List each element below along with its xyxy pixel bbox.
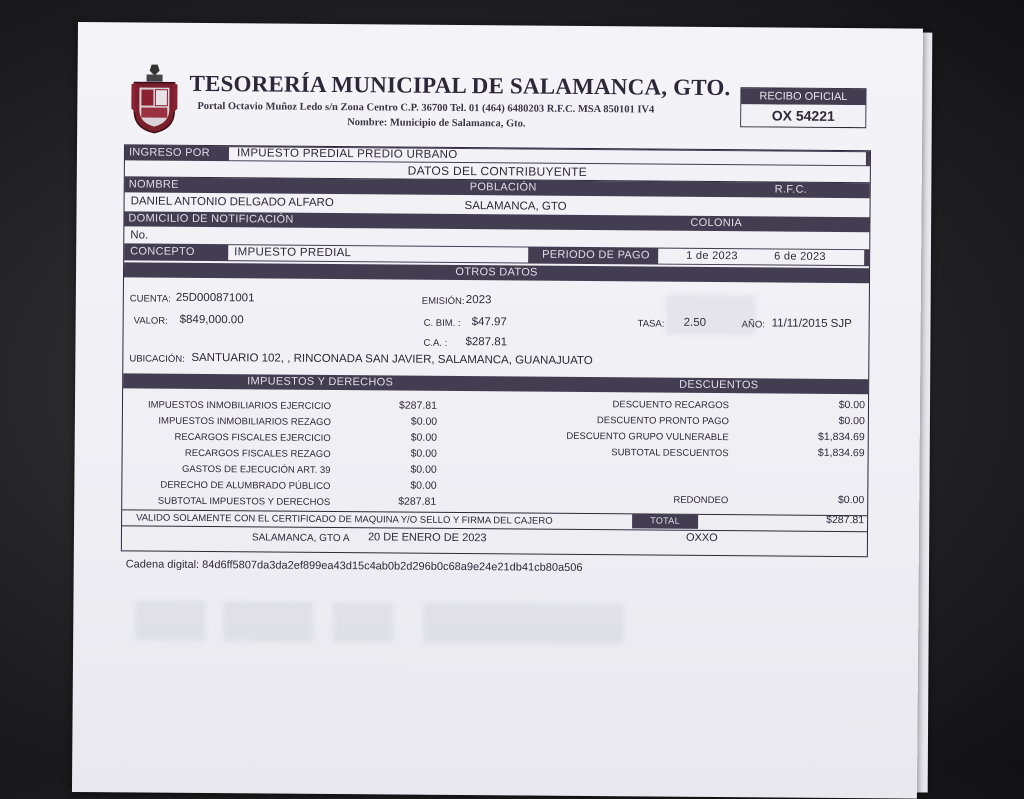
validity-note: VALIDO SOLAMENTE CON EL CERTIFICADO DE MAQUINA Y/O SELLO Y FIRMA DEL CAJERO xyxy=(136,512,553,527)
cashier-name: OXXO xyxy=(685,531,718,545)
descuento-row-amount: $0.00 xyxy=(838,414,865,428)
municipality-name: Nombre: Municipio de Salamanca, Gto. xyxy=(347,117,526,130)
descuento-row-label: DESCUENTO GRUPO VULNERABLE xyxy=(566,430,729,444)
concepto-value: IMPUESTO PREDIAL xyxy=(228,245,528,262)
domicilio-label: DOMICILIO DE NOTIFICACIÓN xyxy=(128,212,294,226)
place-label: SALAMANCA, GTO A xyxy=(251,532,350,545)
impuesto-row-amount: $0.00 xyxy=(410,463,437,476)
descuento-row-label: DESCUENTO PRONTO PAGO xyxy=(596,415,729,428)
contribuyente-heading: DATOS DEL CONTRIBUYENTE xyxy=(407,163,588,180)
descuento-row-amount: $1,834.69 xyxy=(817,430,865,444)
impuesto-row-amount: $0.00 xyxy=(410,447,437,460)
impuesto-row-label: IMPUESTOS INMOBILIARIOS REZAGO xyxy=(158,415,331,428)
impuesto-row-amount: $0.00 xyxy=(410,431,438,444)
periodo-desde: 1 de 2023 xyxy=(686,249,738,263)
cuenta-value: 25D000871001 xyxy=(175,291,255,305)
domicilio-value: No. xyxy=(130,229,149,242)
redondeo-amount: $0.00 xyxy=(837,493,865,507)
contribuyente-nombre: DANIEL ANTONIO DELGADO ALFARO xyxy=(130,195,334,210)
issue-date: 20 DE ENERO DE 2023 xyxy=(367,531,487,545)
valor-value: $849,000.00 xyxy=(179,313,244,327)
descuento-row-label: DESCUENTO RECARGOS xyxy=(612,399,730,412)
periodo-label: PERIODO DE PAGO xyxy=(542,248,650,262)
concepto-label: CONCEPTO xyxy=(130,245,195,258)
anio-value: 11/11/2015 SJP xyxy=(771,317,852,331)
domicilio-labels xyxy=(124,211,869,232)
cuenta-label: CUENTA: xyxy=(129,293,171,305)
impuesto-row-label: RECARGOS FISCALES REZAGO xyxy=(184,447,331,460)
emision-label: EMISIÓN: xyxy=(421,295,465,308)
descuento-row-amount: $0.00 xyxy=(838,398,866,412)
impuestos-heading: IMPUESTOS Y DERECHOS xyxy=(247,375,394,389)
impuesto-row-label: IMPUESTOS INMOBILIARIOS EJERCICIO xyxy=(147,399,332,412)
total-label-bar xyxy=(632,514,698,529)
valor-label: VALOR: xyxy=(133,315,168,327)
tasa-value: 2.50 xyxy=(683,316,707,329)
descuento-subtotal-label: SUBTOTAL DESCUENTOS xyxy=(611,447,729,460)
descuentos-heading: DESCUENTOS xyxy=(679,378,759,392)
official-receipt-box xyxy=(740,87,866,128)
ca-value: $287.81 xyxy=(465,336,508,349)
poblacion-label: POBLACIÓN xyxy=(469,181,537,194)
descuento-subtotal-amount: $1,834.69 xyxy=(817,446,865,460)
redondeo-label: REDONDEO xyxy=(673,494,729,507)
impuesto-subtotal-label: SUBTOTAL IMPUESTOS Y DERECHOS xyxy=(157,495,331,508)
office-address: Portal Octavio Muñoz Ledo s/n Zona Centro C.P. 36700 Tel. 01 (464) 6480203 R.F.C. MSA 850101 IV4 xyxy=(197,100,655,116)
impuestos-descuentos-heading-bar xyxy=(123,373,868,394)
municipal-coat-of-arms-icon xyxy=(129,62,180,134)
otros-datos-heading-bar xyxy=(124,262,869,283)
contribuyente-poblacion: SALAMANCA, GTO xyxy=(464,200,567,213)
total-amount: $287.81 xyxy=(826,513,865,527)
emision-value: 2023 xyxy=(465,294,492,307)
impuesto-subtotal-amount: $287.81 xyxy=(398,495,437,508)
impuesto-row-amount: $0.00 xyxy=(410,415,438,428)
ingreso-label: INGRESO POR xyxy=(128,146,210,160)
nombre-label: NOMBRE xyxy=(128,178,179,191)
ingreso-value: IMPUESTO PREDIAL PREDIO URBANO xyxy=(229,147,866,165)
digital-chain: Cadena digital: 84d6ff5807da3da2ef899ea43d15c4ab0b2d296b0c68a9e24e21db41cb80a506 xyxy=(125,558,583,574)
receipt-number: OX 54221 xyxy=(741,104,865,127)
page-title: TESORERÍA MUNICIPAL DE SALAMANCA, GTO. xyxy=(189,70,731,101)
cbim-value: $47.97 xyxy=(471,316,507,329)
rfc-label: R.F.C. xyxy=(774,183,808,196)
anio-label: AÑO: xyxy=(741,319,765,331)
tasa-label: TASA: xyxy=(637,318,665,330)
impuesto-row-label: DERECHO DE ALUMBRADO PÚBLICO xyxy=(160,479,331,492)
ca-label: C.A. : xyxy=(423,337,448,349)
ubicacion-label: UBICACIÓN: xyxy=(129,353,185,365)
receipt-table xyxy=(121,144,871,557)
otros-datos-heading: OTROS DATOS xyxy=(455,265,538,279)
impuesto-row-amount: $287.81 xyxy=(398,399,438,412)
periodo-hasta: 6 de 2023 xyxy=(774,250,826,263)
receipt-document xyxy=(72,22,923,799)
colonia-label: COLONIA xyxy=(690,216,743,230)
impuesto-row-label: GASTOS DE EJECUCIÓN ART. 39 xyxy=(181,463,331,476)
receipt-label: RECIBO OFICIAL xyxy=(741,88,865,105)
total-label: TOTAL xyxy=(650,515,680,526)
impuesto-row-label: RECARGOS FISCALES EJERCICIO xyxy=(174,431,331,444)
ubicacion-value: SANTUARIO 102, , RINCONADA SAN JAVIER, SALAMANCA, GUANAJUATO xyxy=(191,351,593,368)
cbim-label: C. BIM. : xyxy=(423,317,461,330)
impuesto-row-amount: $0.00 xyxy=(410,479,437,492)
